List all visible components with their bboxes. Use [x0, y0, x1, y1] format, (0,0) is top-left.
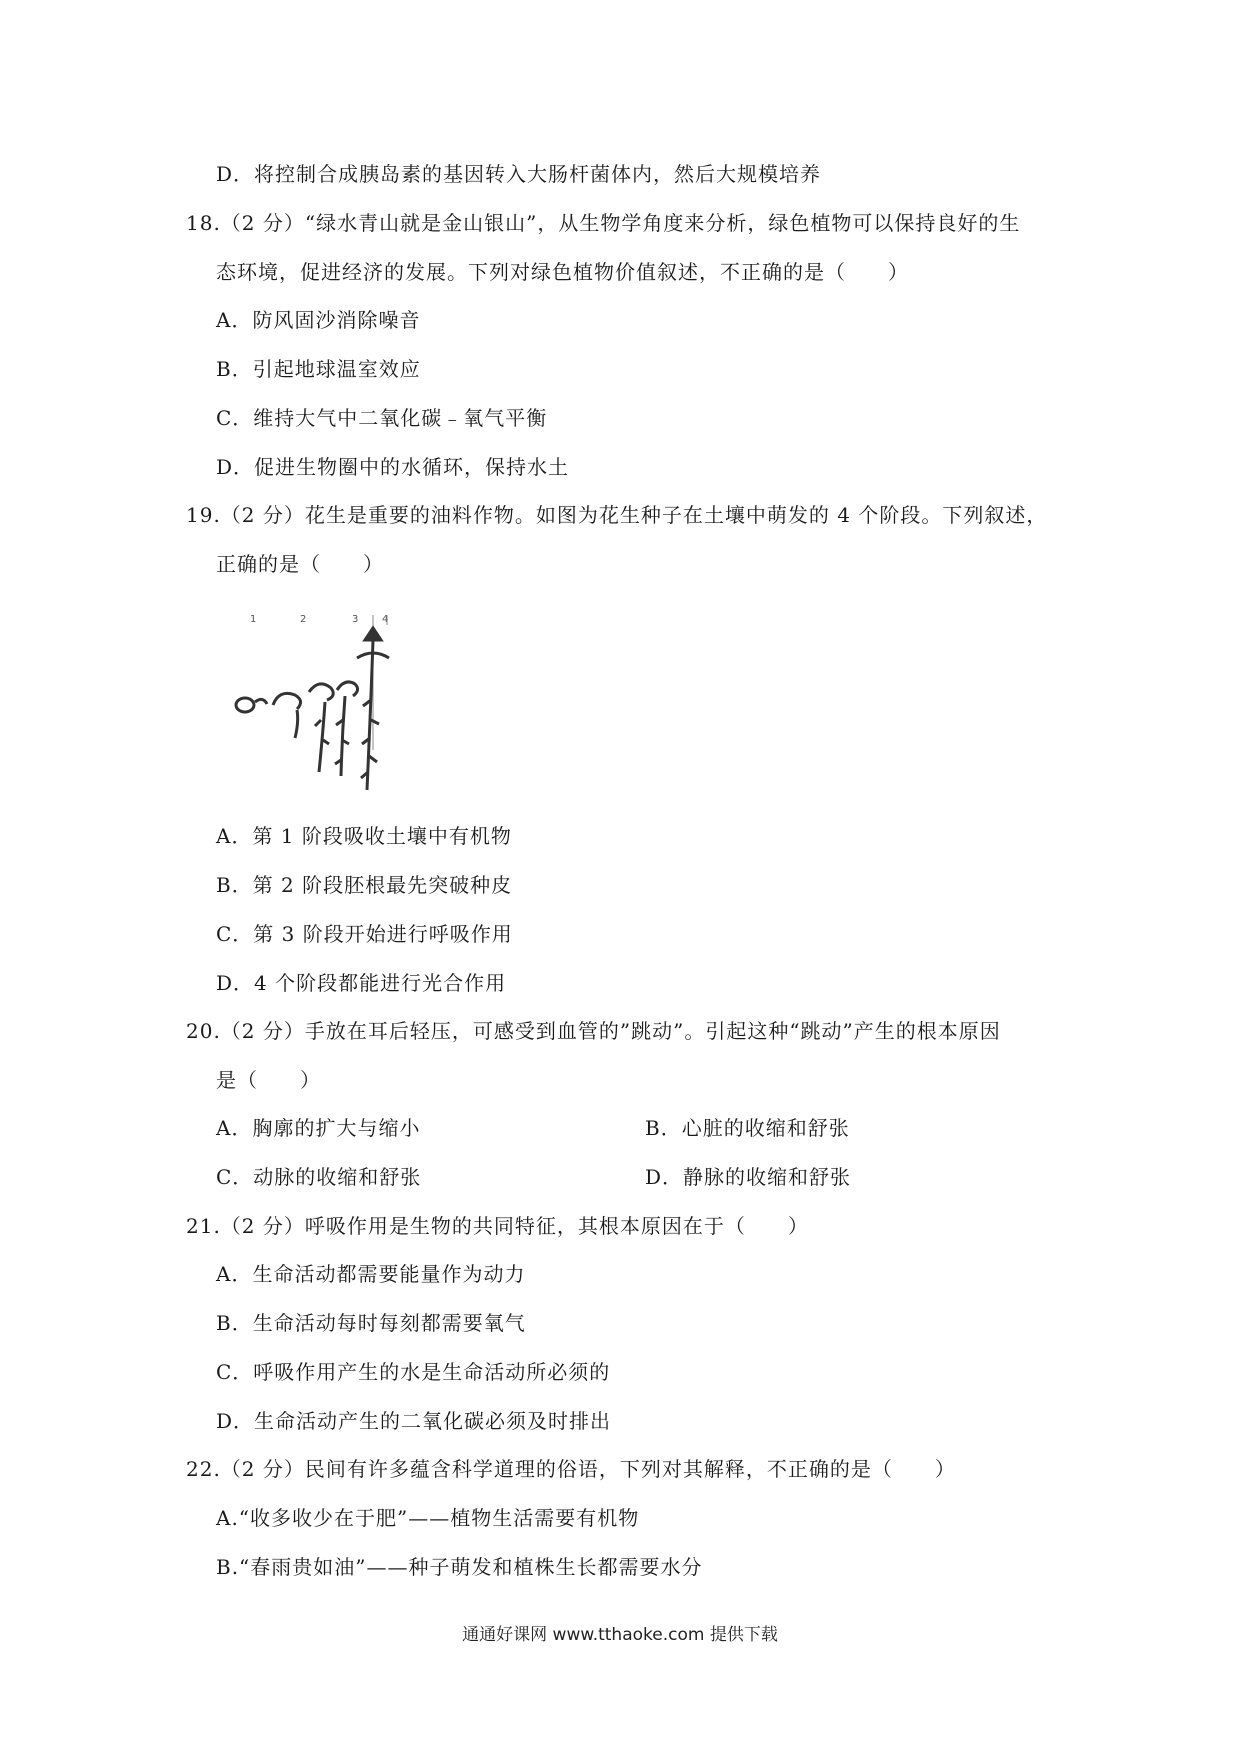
q19-option-b: B．第 2 阶段胚根最先突破种皮 — [216, 873, 513, 897]
stage-label-4: 4 — [382, 614, 389, 625]
q19-stem-line2: 正确的是（ ） — [216, 552, 384, 576]
stage-4-seedling-early — [335, 682, 358, 776]
q21-option-b: B．生命活动每时每刻都需要氧气 — [216, 1311, 526, 1335]
stage-1-seed — [236, 698, 267, 712]
q18-option-a: A．防风固沙消除噪音 — [216, 308, 421, 332]
q18-option-c: C．维持大气中二氧化碳﹣氧气平衡 — [216, 406, 548, 430]
peanut-germination-figure — [225, 610, 435, 810]
stage-label-3: 3 — [352, 614, 359, 625]
q19-option-c: C．第 3 阶段开始进行呼吸作用 — [216, 922, 513, 946]
q20-stem-line2: 是（ ） — [216, 1068, 321, 1092]
q19-option-a: A．第 1 阶段吸收土壤中有机物 — [216, 824, 512, 848]
q20-stem-line1: 20.（2 分）手放在耳后轻压，可感受到血管的”跳动”。引起这种“跳动”产生的根本原因 — [186, 1019, 1001, 1043]
stage-label-1: 1 — [250, 614, 257, 625]
q20-option-d: D．静脉的收缩和舒张 — [645, 1165, 852, 1189]
q22-option-a: A.“收多收少在于肥”——植物生活需要有机物 — [216, 1506, 640, 1530]
q18-stem-line2: 态环境，促进经济的发展。下列对绿色植物价值叙述，不正确的是（ ） — [216, 260, 909, 284]
q18-stem-line1: 18.（2 分）“绿水青山就是金山银山”，从生物学角度来分析，绿色植物可以保持良好的生 — [186, 211, 1021, 235]
q22-option-b: B.“春雨贵如油”——种子萌发和植株生长都需要水分 — [216, 1555, 703, 1579]
q21-stem-line1: 21.（2 分）呼吸作用是生物的共同特征，其根本原因在于（ ） — [186, 1214, 809, 1238]
q18-option-b: B．引起地球温室效应 — [216, 357, 421, 381]
q17-option-d: D．将控制合成胰岛素的基因转入大肠杆菌体内，然后大规模培养 — [216, 162, 822, 186]
q19-option-d: D．4 个阶段都能进行光合作用 — [216, 971, 507, 995]
q21-option-d: D．生命活动产生的二氧化碳必须及时排出 — [216, 1409, 612, 1433]
q20-option-c: C．动脉的收缩和舒张 — [216, 1165, 422, 1189]
q21-option-c: C．呼吸作用产生的水是生命活动所必须的 — [216, 1360, 611, 1384]
stage-2-seedling — [273, 693, 301, 738]
q19-stem-line1: 19.（2 分）花生是重要的油料作物。如图为花生种子在土壤中萌发的 4 个阶段。下列叙述， — [186, 503, 1048, 527]
q20-option-b: B．心脏的收缩和舒张 — [645, 1116, 850, 1140]
q22-stem-line1: 22.（2 分）民间有许多蕴含科学道理的俗语，下列对其解释，不正确的是（ ） — [186, 1457, 956, 1481]
q20-option-a: A．胸廓的扩大与缩小 — [216, 1116, 421, 1140]
q21-option-a: A．生命活动都需要能量作为动力 — [216, 1262, 526, 1286]
page-footer: 通通好课网 www.tthaoke.com 提供下载 — [462, 1625, 778, 1645]
stage-label-2: 2 — [300, 614, 307, 625]
q18-option-d: D．促进生物圈中的水循环，保持水土 — [216, 455, 570, 479]
stage-3-seedling — [309, 684, 333, 772]
